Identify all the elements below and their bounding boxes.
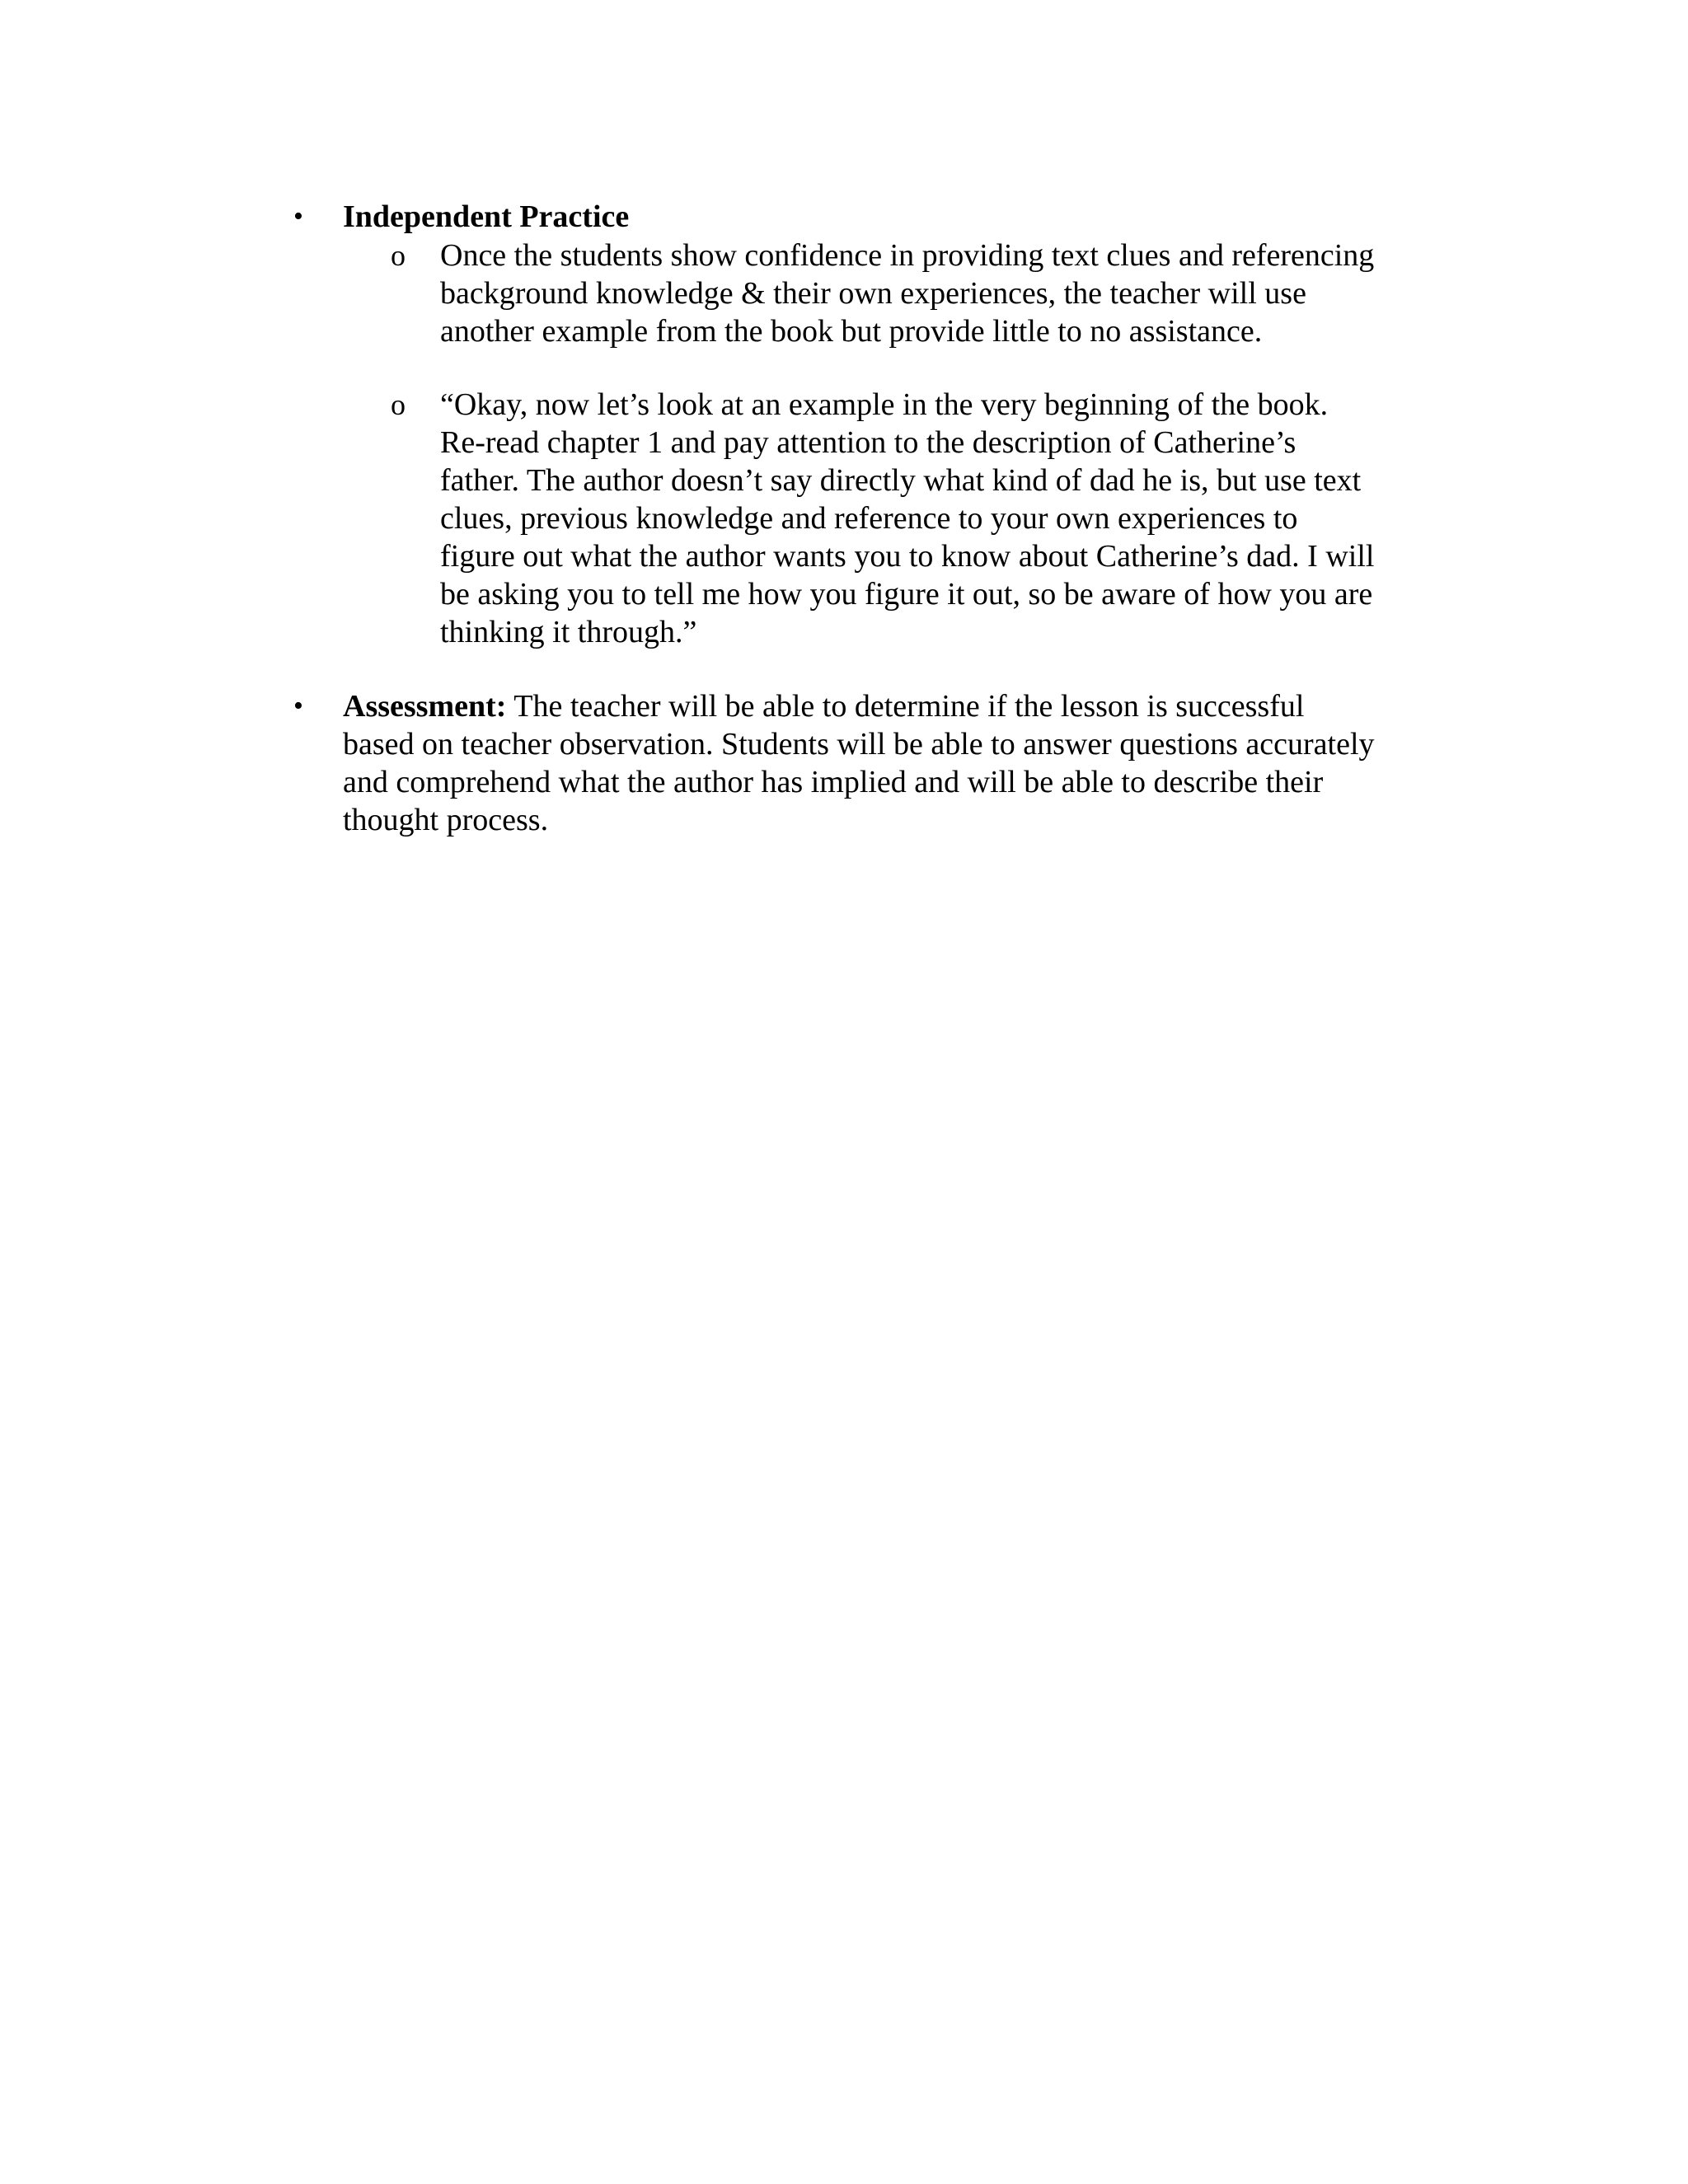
text-line: Re-read chapter 1 and pay attention to the description of Catherine’s — [440, 425, 1296, 460]
assessment-first-line — [343, 687, 1424, 725]
bullet-marker: • — [293, 201, 303, 232]
sub-bullet-marker: o — [391, 388, 406, 421]
text-line: based on teacher observation. Students will be able to answer questions accurately — [343, 727, 1375, 762]
text-line: be asking you to tell me how you figure it out, so be aware of how you are — [440, 577, 1373, 612]
section-heading: Assessment: — [343, 689, 507, 724]
bullet-marker: • — [293, 691, 303, 721]
text-line: and comprehend what the author has implied and will be able to describe their — [343, 765, 1324, 799]
text-line: figure out what the author wants you to know about Catherine’s dad. I will — [440, 539, 1375, 574]
text-line: another example from the book but provide little to no assistance. — [440, 314, 1263, 349]
subitem-1-text — [440, 237, 1429, 350]
text-line: clues, previous knowledge and reference to your own experiences to — [440, 501, 1298, 536]
subitem-2-text — [440, 386, 1429, 651]
text-line: “Okay, now let’s look at an example in the very beginning of the book. — [440, 387, 1329, 422]
text-run: The teacher will be able to determine if the lesson is successful — [506, 689, 1305, 724]
sub-bullet-marker: o — [391, 239, 406, 272]
text-line: background knowledge & their own experiences, the teacher will use — [440, 276, 1306, 311]
text-line: father. The author doesn’t say directly what kind of dad he is, but use text — [440, 463, 1362, 498]
assessment-text — [343, 687, 1424, 839]
text-line: Once the students show confidence in providing text clues and referencing — [440, 238, 1375, 273]
text-line: thought process. — [343, 803, 549, 837]
text-line: thinking it through.” — [440, 615, 697, 649]
section-heading: Independent Practice — [343, 199, 630, 234]
